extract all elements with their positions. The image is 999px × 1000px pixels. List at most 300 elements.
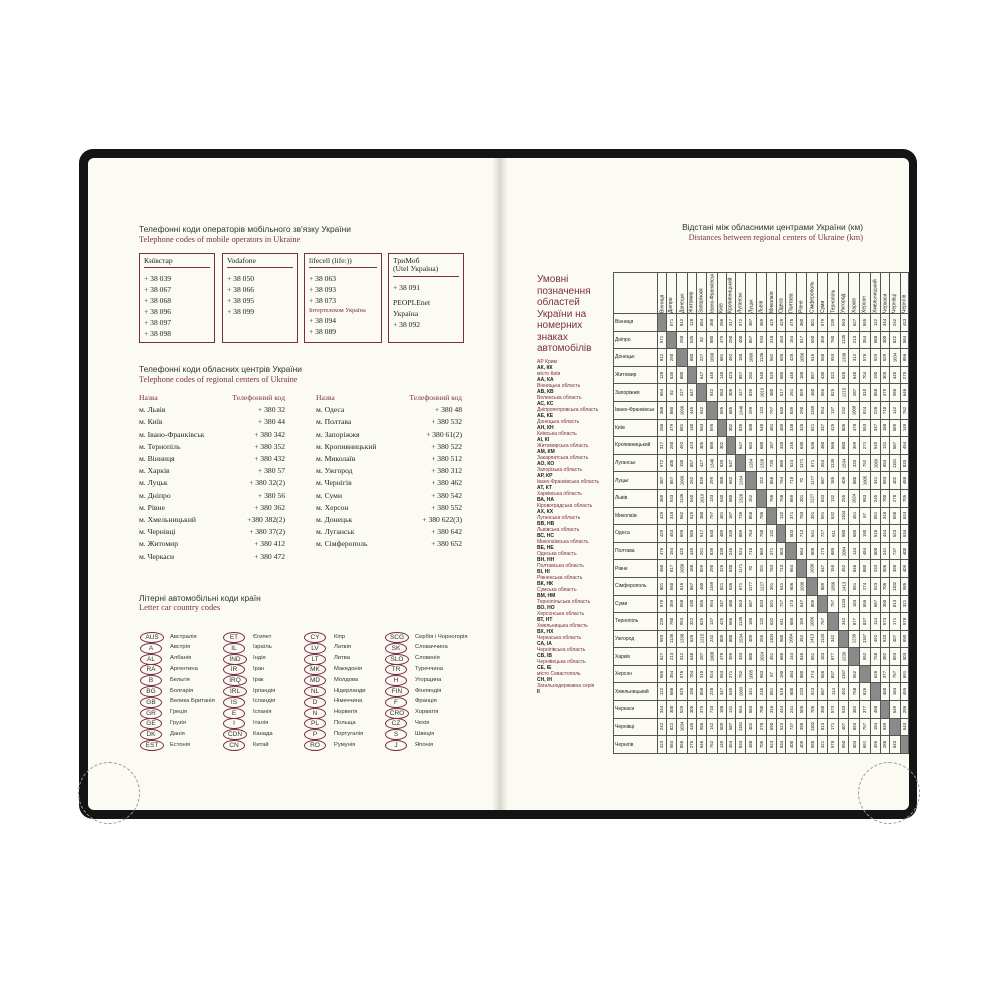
distance-cell (807, 331, 818, 349)
distance-value: 822 (669, 723, 675, 731)
distance-cell (881, 718, 890, 736)
distance-value: 986 (892, 389, 898, 397)
country-name: Аргентина (170, 665, 198, 672)
distance-cell (666, 472, 676, 490)
distance-value: 425 (679, 547, 685, 555)
distance-cell (687, 507, 696, 525)
distance-cell (870, 507, 881, 525)
distance-value: 523 (892, 529, 898, 538)
plate-region: Запорізька область (537, 466, 583, 473)
regional-row (316, 526, 462, 538)
distance-cell (658, 384, 667, 402)
distance-value: 839 (737, 424, 743, 432)
regional-row (316, 404, 462, 416)
distance-cell (796, 401, 807, 419)
distance-value: 566 (830, 441, 836, 450)
operator-code: + 38 093 (309, 285, 337, 295)
country-name: Франція (415, 698, 437, 705)
distance-value: 704 (862, 371, 868, 379)
distance-value: 305 (689, 705, 695, 713)
distance-cell (881, 736, 890, 754)
country-code-badge: GR (140, 708, 162, 719)
distance-value: 150 (737, 353, 743, 362)
distance-cell (786, 489, 797, 507)
distance-cell (849, 630, 860, 648)
regional-row (316, 441, 462, 453)
distance-cell (881, 560, 890, 578)
distance-cell (786, 314, 797, 332)
distance-value: 1534 (841, 458, 847, 468)
distance-value: 713 (799, 529, 805, 538)
distance-cell (746, 630, 757, 648)
distance-cell (746, 384, 757, 402)
distance-cell (687, 542, 696, 560)
distance-value: 445 (689, 723, 695, 731)
distance-cell (838, 454, 849, 472)
distance-cell (838, 331, 849, 349)
distance-cell (818, 454, 828, 472)
distance-value: 680 (728, 494, 734, 502)
distance-value: 133 (758, 406, 764, 414)
distance-cell (735, 349, 746, 367)
distance-value: 727 (778, 600, 784, 608)
distance-cell (859, 630, 870, 648)
regional-code: + 380 32(2) (249, 478, 285, 488)
country-code-badge: ET (223, 632, 245, 643)
distance-value: 550 (809, 336, 815, 344)
regional-city: м. Одеса (316, 405, 345, 415)
distance-cell (677, 454, 688, 472)
distance-value: 727 (820, 529, 826, 538)
distance-cell (786, 349, 797, 367)
country-code-badge: A (140, 643, 162, 654)
distance-value: 190 (689, 688, 695, 696)
distance-cell (746, 613, 757, 631)
distance-cell (777, 613, 786, 631)
distance-value: 760 (669, 617, 675, 625)
distance-cell (717, 331, 726, 349)
distance-cell (796, 419, 807, 437)
distance-value: 509 (892, 424, 898, 432)
distance-value: 880 (841, 441, 847, 450)
distance-value: 368 (709, 318, 715, 326)
distance-cell (735, 718, 746, 736)
plate-region: Полтавська область (537, 562, 584, 569)
distance-value: 305 (882, 371, 888, 379)
distance-value: 856 (901, 353, 907, 362)
distance-value: 518 (872, 529, 878, 538)
distance-cell (849, 683, 860, 701)
distance-value: 266 (719, 318, 725, 326)
distance-cell (696, 577, 707, 595)
distance-value: 591 (820, 512, 826, 520)
distance-value: 368 (659, 406, 665, 414)
distance-cell (838, 648, 849, 666)
distance-value: 321 (901, 600, 907, 608)
distance-value: 1024 (851, 493, 857, 504)
distance-cell (717, 384, 726, 402)
distance-value: 444 (882, 529, 888, 538)
distance-diag-cell (658, 314, 667, 332)
distance-cell (807, 542, 818, 560)
distance-value: 132 (830, 494, 836, 502)
distance-diag-cell (859, 665, 870, 683)
distance-value: 1104 (769, 634, 775, 644)
distance-value: 233 (872, 565, 878, 573)
regional-city: м. Івано-Франківськ (139, 429, 205, 439)
distance-cell (687, 736, 696, 754)
distance-cell (870, 454, 881, 472)
country-code-badge: SLO (385, 654, 409, 665)
distance-value: 837 (862, 617, 868, 625)
distance-value: 1008 (851, 405, 857, 416)
operator-lifecell (304, 253, 382, 343)
country-code-badge: CN (223, 740, 245, 751)
distance-value: 857 (669, 477, 675, 485)
distance-value: 877 (851, 617, 857, 625)
country-name: Грузія (170, 719, 186, 726)
distance-cell (677, 736, 688, 754)
regional-col-name: Назва (139, 393, 158, 402)
distance-cell (859, 683, 870, 701)
distance-cell (786, 384, 797, 402)
distance-cell (881, 507, 890, 525)
distance-value: 1102 (809, 722, 815, 732)
distance-value: 980 (841, 529, 847, 538)
distance-cell (859, 472, 870, 490)
distance-value: 758 (851, 688, 857, 696)
distance-col-header: Чернігів (900, 273, 909, 314)
distance-value: 1171 (799, 458, 805, 468)
distance-value: 801 (659, 582, 665, 590)
distance-value: 300 (882, 336, 888, 344)
distance-value: 856 (769, 477, 775, 485)
distance-cell (786, 630, 797, 648)
distance-cell (828, 701, 839, 719)
distance-cell (807, 665, 818, 683)
distance-value: 933 (669, 494, 675, 502)
distance-cell (767, 630, 777, 648)
distance-cell (849, 507, 860, 525)
distance-cell (828, 577, 839, 595)
distance-cell (828, 384, 839, 402)
distance-row-header: Черкаси (614, 701, 658, 719)
distance-value: 1036 (799, 581, 805, 591)
country-code-badge: D (304, 697, 326, 708)
distance-cell (726, 630, 735, 648)
mobile-title-ua: Телефонні коди операторів мобільного зв'язку України (139, 224, 351, 234)
distance-cell (807, 736, 818, 754)
distance-value: 706 (809, 705, 815, 713)
distance-value: 460 (698, 582, 704, 590)
distance-value: 149 (901, 424, 907, 432)
distance-cell (735, 525, 746, 543)
distance-row-header: Одеса (614, 525, 658, 543)
country-name: Бельгія (170, 676, 190, 683)
distance-cell (889, 314, 900, 332)
country-code-badge: CDN (223, 729, 247, 740)
distance-diag-cell (696, 384, 707, 402)
distance-value: 667 (820, 688, 826, 696)
distance-col-header: Івано-Франківськ (707, 273, 718, 314)
distance-cell (838, 577, 849, 595)
distance-value: 805 (719, 635, 725, 643)
distance-value: 149 (719, 740, 725, 749)
distance-value: 152 (748, 494, 754, 502)
distance-value: 360 (659, 565, 665, 573)
operator-vodafone (222, 253, 298, 343)
distance-cell (838, 683, 849, 701)
distance-cell (859, 384, 870, 402)
distance-cell (666, 701, 676, 719)
distance-value: 425 (830, 424, 836, 432)
distance-cell (828, 454, 839, 472)
distance-value: 242 (659, 723, 665, 731)
distance-value: 495 (872, 740, 878, 749)
distance-value: 399 (851, 441, 857, 450)
distance-value: 555 (862, 318, 868, 326)
regional-table-right (316, 392, 462, 551)
distance-value: 611 (778, 617, 784, 625)
distance-row-header: Луганськ (614, 454, 658, 472)
distance-value: 821 (719, 582, 725, 590)
distance-cell (696, 472, 707, 490)
distance-cell (666, 314, 676, 332)
distance-value: 333 (737, 652, 743, 661)
distance-cell (756, 701, 767, 719)
distance-cell (756, 542, 767, 560)
plate-letters: ВС, НС (537, 532, 555, 539)
distance-cell (726, 595, 735, 613)
plate-letters: ВІ, НІ (537, 568, 550, 575)
distance-value: 137 (709, 617, 715, 625)
distance-cell (767, 542, 777, 560)
distance-value: 950 (841, 740, 847, 749)
distance-cell (859, 489, 870, 507)
distance-cell (696, 542, 707, 560)
distance-value: 646 (698, 740, 704, 749)
distance-cell (838, 560, 849, 578)
distance-cell (666, 648, 676, 666)
plate-region: Чернігівська область (537, 646, 586, 653)
regional-title-ua: Телефонні коди обласних центрів України (139, 364, 302, 374)
distance-cell (818, 331, 828, 349)
distance-cell (767, 419, 777, 437)
regional-city: м. Миколаїв (316, 454, 356, 464)
regional-row (139, 538, 285, 550)
distance-cell (687, 349, 696, 367)
regional-header-row (139, 392, 285, 404)
distance-cell (849, 665, 860, 683)
regional-row (139, 441, 285, 453)
country-code-badge: GB (140, 697, 162, 708)
distance-value: 1181 (892, 458, 898, 468)
regional-row (316, 429, 462, 441)
distance-cell (818, 718, 828, 736)
distance-value: 290 (799, 406, 805, 414)
distance-cell (807, 437, 818, 455)
distance-value: 132 (778, 512, 784, 520)
distance-cell (687, 454, 696, 472)
distance-cell (717, 314, 726, 332)
distance-value: 286 (882, 740, 888, 749)
distance-cell (859, 366, 870, 384)
distance-value: 1413 (809, 634, 815, 644)
distance-value: 1090 (679, 405, 685, 416)
distance-value: 858 (872, 389, 878, 397)
regional-code: + 380 362 (254, 502, 285, 512)
distance-cell (870, 314, 881, 332)
distance-cell (889, 384, 900, 402)
distance-value: 232 (709, 635, 715, 643)
distance-value: 627 (659, 652, 665, 661)
country-code-badge: AUS (140, 632, 164, 643)
distance-cell (828, 542, 839, 560)
distance-value: 880 (799, 670, 805, 678)
regional-city: м. Черкаси (139, 551, 175, 561)
distance-cell (735, 542, 746, 560)
distance-cell (828, 683, 839, 701)
distance-diag-cell (807, 577, 818, 595)
distance-cell (746, 401, 757, 419)
distance-value: 626 (841, 371, 847, 379)
distance-cell (735, 366, 746, 384)
plate-letters: ВТ, НТ (537, 616, 553, 623)
regional-row (139, 526, 285, 538)
distance-value: 662 (728, 477, 734, 485)
distance-value: 387 (659, 477, 665, 485)
distance-value: 1177 (748, 581, 754, 591)
distance-cell (807, 419, 818, 437)
distance-cell (717, 437, 726, 455)
country-name: Латвія (334, 644, 352, 651)
distance-cell (881, 384, 890, 402)
country-name: Німеччина (334, 698, 363, 705)
distance-cell (900, 718, 909, 736)
distance-value: 1102 (892, 581, 898, 591)
distance-cell (767, 525, 777, 543)
distance-value: 1090 (709, 352, 715, 363)
distance-value: 318 (769, 336, 775, 344)
distance-value: 553 (820, 459, 826, 467)
distance-value: 190 (862, 529, 868, 538)
distance-value: 338 (719, 547, 725, 555)
distance-value: 880 (669, 406, 675, 414)
distance-cell (726, 736, 735, 754)
distance-value: 369 (758, 318, 764, 326)
distance-row-header: Чернівці (614, 718, 658, 736)
country-name: Австрія (170, 644, 191, 651)
plate-letters: СН, ІН (537, 676, 552, 683)
distance-cell (849, 349, 860, 367)
plate-region: Житомирська область (537, 442, 589, 449)
distance-cell (786, 613, 797, 631)
distance-value: 585 (778, 371, 784, 379)
distance-cell (818, 489, 828, 507)
distance-cell (677, 331, 688, 349)
distance-cell (746, 560, 757, 578)
distance-cell (900, 314, 909, 332)
distance-cell (881, 401, 890, 419)
distance-cell (807, 630, 818, 648)
distance-cell (849, 384, 860, 402)
distance-cell (767, 472, 777, 490)
distance-cell (838, 366, 849, 384)
distance-cell (726, 349, 735, 367)
distance-cell (838, 595, 849, 613)
distance-value: 425 (788, 353, 794, 362)
distance-cell (818, 349, 828, 367)
distance-value: 757 (820, 617, 826, 625)
distance-cell (900, 577, 909, 595)
distance-value: 400 (901, 547, 907, 555)
distance-cell (726, 525, 735, 543)
country-name: Норвегія (334, 709, 358, 716)
distance-cell (900, 454, 909, 472)
distance-value: 271 (862, 441, 868, 450)
distance-cell (859, 331, 870, 349)
distance-cell (828, 472, 839, 490)
distance-value: 899 (799, 389, 805, 397)
distance-cell (658, 701, 667, 719)
distance-cell (870, 542, 881, 560)
distance-value: 278 (892, 494, 898, 502)
distance-cell (717, 577, 726, 595)
distance-value: 817 (669, 565, 675, 573)
distance-value: 685 (788, 617, 794, 625)
regional-row (139, 465, 285, 477)
distance-value: 70 (748, 566, 754, 571)
distance-cell (658, 683, 667, 701)
distance-cell (889, 683, 900, 701)
distance-cell (777, 384, 786, 402)
distance-value: 492 (872, 635, 878, 643)
regional-row (139, 416, 285, 428)
mobile-title-en: Telephone codes of mobile operators in Ukraine (139, 235, 301, 244)
regional-city: м. Дніпро (139, 490, 171, 500)
distance-cell (777, 595, 786, 613)
distance-value: 354 (862, 336, 868, 344)
distance-cell (838, 314, 849, 332)
distance-value: 451 (769, 652, 775, 661)
distance-cell (746, 507, 757, 525)
distance-col-header: Тернопіль (828, 273, 839, 314)
distance-value: 846 (799, 652, 805, 661)
distance-value: 783 (799, 512, 805, 520)
distance-cell (900, 401, 909, 419)
distance-cell (870, 665, 881, 683)
distance-cell (889, 665, 900, 683)
distance-cell (828, 630, 839, 648)
distance-cell (666, 384, 676, 402)
distance-value: 954 (820, 406, 826, 414)
distance-value: 286 (901, 705, 907, 713)
distance-value: 387 (748, 318, 754, 326)
distance-value: 128 (689, 318, 695, 326)
distance-cell (677, 366, 688, 384)
distance-value: 312 (679, 652, 685, 661)
distance-cell (735, 665, 746, 683)
distance-value: 445 (709, 371, 715, 379)
distance-value: 188 (719, 705, 725, 713)
distance-value: 250 (669, 353, 675, 362)
distance-cell (726, 331, 735, 349)
distance-value: 232 (841, 406, 847, 414)
distance-cell (696, 683, 707, 701)
distance-cell (735, 595, 746, 613)
plate-letters: АА, КА (537, 376, 554, 383)
distance-value: 388 (719, 477, 725, 485)
